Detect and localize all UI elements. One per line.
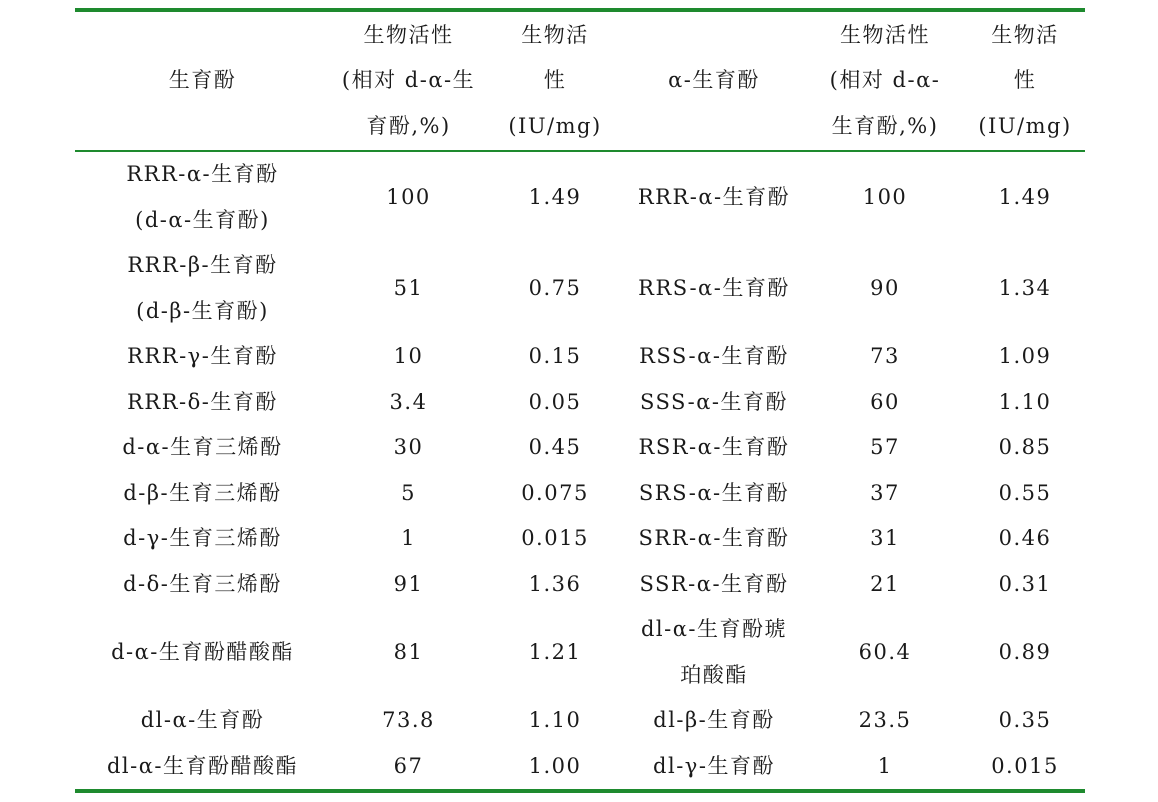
cell-line: 珀酸酯 xyxy=(680,662,748,687)
cell-relative-activity: 91 xyxy=(393,571,424,596)
cell-alpha-isomer-name xyxy=(623,607,805,698)
header-alpha-tocopherol: α-生育酚 xyxy=(668,68,760,93)
cell-line: d-α-生育三烯酚 xyxy=(122,435,283,459)
cell-iu-activity: 0.89 xyxy=(998,639,1052,664)
cell-line: d-α-生育酚醋酸酯 xyxy=(111,639,294,664)
cell-line: RRR-β-生育酚 xyxy=(127,253,278,277)
header-line: 性 xyxy=(543,68,567,93)
header-line: 生物活性 xyxy=(840,22,930,47)
table-body xyxy=(75,152,1085,789)
header-line: (IU/mg) xyxy=(508,113,602,138)
cell-line: dl-β-生育酚 xyxy=(653,708,775,732)
table-header xyxy=(75,12,1085,150)
cell-iu-activity: 1.49 xyxy=(528,184,582,209)
cell-line: d-δ-生育三烯酚 xyxy=(123,571,282,596)
cell-line: RRR-γ-生育酚 xyxy=(127,344,278,368)
cell-alpha-isomer-name xyxy=(623,562,805,608)
cell-alpha-isomer-name xyxy=(623,243,805,334)
cell-iu-activity: 0.015 xyxy=(521,526,589,550)
cell-tocopherol-name xyxy=(75,380,330,426)
cell-iu-activity: 1.10 xyxy=(528,708,582,732)
header-line: 生物活性 xyxy=(363,22,454,47)
cell-alpha-isomer-name xyxy=(623,744,805,790)
cell-tocopherol-name xyxy=(75,562,330,608)
cell-relative-activity: 10 xyxy=(393,344,424,368)
cell-line: RSR-α-生育酚 xyxy=(638,435,790,459)
cell-iu-activity: 0.75 xyxy=(528,275,582,300)
table-row xyxy=(75,744,1085,790)
cell-tocopherol-name xyxy=(75,334,330,380)
cell-tocopherol-name xyxy=(75,607,330,698)
cell-alpha-isomer-name xyxy=(623,471,805,517)
table-row xyxy=(75,425,1085,471)
cell-alpha-isomer-name xyxy=(623,425,805,471)
cell-iu-activity: 1.34 xyxy=(998,275,1052,300)
cell-iu-activity: 0.85 xyxy=(998,435,1052,459)
cell-relative-activity: 37 xyxy=(870,480,900,505)
bottom-rule xyxy=(75,789,1085,793)
cell-relative-activity: 5 xyxy=(401,480,416,505)
cell-iu-activity: 1.49 xyxy=(998,184,1052,209)
cell-relative-activity: 73.8 xyxy=(382,708,435,732)
header-relative-activity-right xyxy=(805,12,965,150)
cell-relative-activity: 21 xyxy=(870,571,900,596)
data-table-body xyxy=(75,152,1085,789)
cell-relative-activity: 67 xyxy=(393,753,424,778)
cell-relative-activity: 81 xyxy=(393,639,424,664)
cell-line: SRS-α-生育酚 xyxy=(638,480,790,505)
cell-relative-activity: 100 xyxy=(862,184,908,209)
cell-iu-activity: 0.15 xyxy=(528,344,582,368)
data-table xyxy=(75,12,1085,150)
cell-line: SSS-α-生育酚 xyxy=(639,389,789,414)
cell-line: RRR-α-生育酚 xyxy=(637,184,791,209)
cell-line: (d-α-生育酚) xyxy=(135,207,270,232)
cell-line: RRR-α-生育酚 xyxy=(126,162,279,186)
header-relative-activity-left xyxy=(330,12,487,150)
cell-alpha-isomer-name xyxy=(623,516,805,562)
header-tocopherol: 生育酚 xyxy=(168,68,237,93)
cell-tocopherol-name xyxy=(75,152,330,243)
header-line: 生物活 xyxy=(991,22,1059,47)
cell-alpha-isomer-name xyxy=(623,698,805,744)
cell-tocopherol-name xyxy=(75,425,330,471)
table-row xyxy=(75,607,1085,698)
header-iu-left xyxy=(487,12,623,150)
cell-relative-activity: 57 xyxy=(870,435,900,459)
cell-tocopherol-name xyxy=(75,744,330,790)
cell-tocopherol-name xyxy=(75,516,330,562)
table-row xyxy=(75,152,1085,243)
cell-line: (d-β-生育酚) xyxy=(136,298,269,323)
cell-line: dl-γ-生育酚 xyxy=(653,753,775,778)
tocopherol-activity-table xyxy=(75,8,1085,793)
header-line: (相对 d-α- xyxy=(829,68,941,93)
cell-iu-activity: 0.31 xyxy=(998,571,1052,596)
cell-relative-activity: 51 xyxy=(393,275,424,300)
table-row xyxy=(75,380,1085,426)
cell-line: dl-α-生育酚 xyxy=(140,708,265,732)
table-row xyxy=(75,562,1085,608)
cell-relative-activity: 90 xyxy=(870,275,900,300)
cell-relative-activity: 23.5 xyxy=(858,708,912,732)
cell-tocopherol-name xyxy=(75,243,330,334)
cell-line: dl-α-生育酚醋酸酯 xyxy=(106,753,299,778)
header-line: 生育酚,%) xyxy=(831,113,939,138)
cell-iu-activity: 1.21 xyxy=(528,639,582,664)
cell-iu-activity: 0.05 xyxy=(528,389,582,414)
cell-iu-activity: 0.015 xyxy=(991,753,1059,778)
cell-iu-activity: 0.35 xyxy=(998,708,1052,732)
cell-relative-activity: 1 xyxy=(877,753,893,778)
cell-relative-activity: 73 xyxy=(870,344,900,368)
cell-relative-activity: 31 xyxy=(870,526,900,550)
cell-line: RRS-α-生育酚 xyxy=(638,275,790,300)
cell-line: RRR-δ-生育酚 xyxy=(127,389,278,414)
table-row xyxy=(75,334,1085,380)
header-line: 性 xyxy=(1013,68,1037,93)
cell-line: SRR-α-生育酚 xyxy=(638,526,790,550)
header-line: 育酚,%) xyxy=(366,113,451,138)
cell-relative-activity: 3.4 xyxy=(389,389,428,414)
table-row xyxy=(75,516,1085,562)
cell-iu-activity: 0.55 xyxy=(998,480,1052,505)
cell-iu-activity: 1.36 xyxy=(528,571,582,596)
cell-relative-activity: 100 xyxy=(386,184,431,209)
cell-line: dl-α-生育酚琥 xyxy=(640,617,788,641)
table-row xyxy=(75,471,1085,517)
cell-alpha-isomer-name xyxy=(623,152,805,243)
cell-iu-activity: 1.09 xyxy=(998,344,1052,368)
cell-relative-activity: 60 xyxy=(870,389,900,414)
cell-alpha-isomer-name xyxy=(623,334,805,380)
cell-relative-activity: 1 xyxy=(401,526,416,550)
cell-line: RSS-α-生育酚 xyxy=(639,344,789,368)
header-iu-right xyxy=(965,12,1085,150)
cell-iu-activity: 0.46 xyxy=(998,526,1052,550)
header-line: (相对 d-α-生 xyxy=(341,68,476,93)
table-row xyxy=(75,243,1085,334)
header-line: 生物活 xyxy=(521,22,589,47)
cell-alpha-isomer-name xyxy=(623,380,805,426)
cell-iu-activity: 0.45 xyxy=(528,435,582,459)
cell-iu-activity: 1.00 xyxy=(528,753,582,778)
table-row xyxy=(75,698,1085,744)
cell-tocopherol-name xyxy=(75,698,330,744)
cell-iu-activity: 0.075 xyxy=(521,480,589,505)
cell-relative-activity: 30 xyxy=(393,435,424,459)
cell-iu-activity: 1.10 xyxy=(998,389,1052,414)
cell-line: d-γ-生育三烯酚 xyxy=(123,526,282,550)
cell-tocopherol-name xyxy=(75,471,330,517)
cell-line: d-β-生育三烯酚 xyxy=(123,480,282,505)
cell-line: SSR-α-生育酚 xyxy=(639,571,789,596)
header-line: (IU/mg) xyxy=(978,113,1072,138)
cell-relative-activity: 60.4 xyxy=(858,639,912,664)
